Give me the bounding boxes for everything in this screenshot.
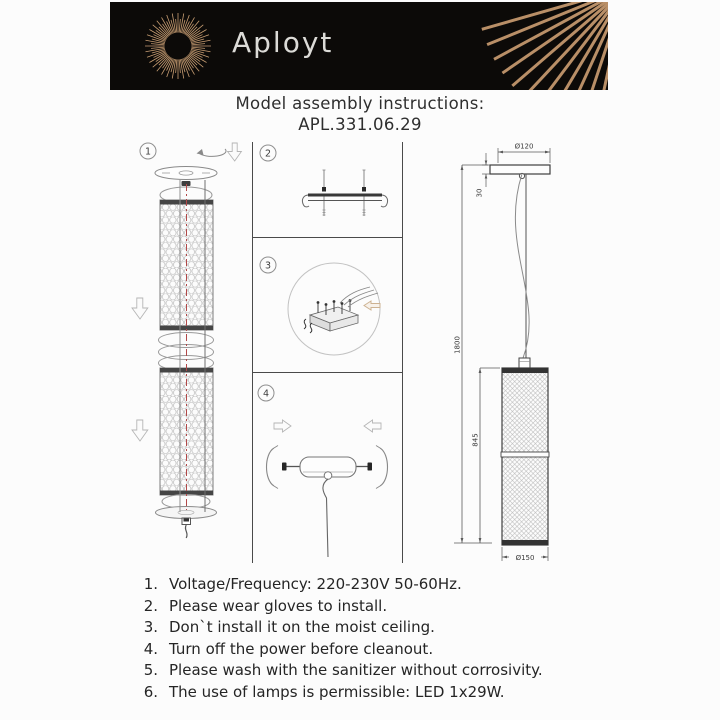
svg-text:845: 845 bbox=[471, 433, 480, 447]
dim-canopy-diameter bbox=[498, 143, 550, 164]
dim-shade-diameter bbox=[502, 547, 548, 562]
down-arrow-icon bbox=[228, 143, 242, 161]
svg-text:Ø150: Ø150 bbox=[515, 554, 535, 562]
item-text: Voltage/Frequency: 220-230V 50-60Hz. bbox=[169, 575, 462, 593]
item-text: Please wash with the sanitizer without corrosivity. bbox=[169, 661, 543, 680]
step-1-number: 1 bbox=[144, 146, 152, 158]
ceiling-plate bbox=[490, 165, 550, 174]
list-item bbox=[130, 682, 600, 704]
step-3-panel bbox=[252, 237, 402, 372]
step-2-panel bbox=[252, 140, 402, 237]
svg-text:Ø120: Ø120 bbox=[514, 142, 534, 151]
list-item bbox=[130, 617, 600, 639]
right-arrow-icon bbox=[274, 420, 291, 432]
down-arrow-icon bbox=[132, 420, 148, 441]
brand-name: Aployt bbox=[232, 26, 334, 59]
list-item bbox=[130, 596, 600, 618]
terminal-block bbox=[304, 287, 378, 333]
item-number: 2. bbox=[143, 596, 158, 615]
insert-arrow-icon bbox=[364, 301, 380, 310]
item-number: 4. bbox=[143, 639, 158, 658]
mounting-bracket bbox=[302, 194, 387, 207]
power-cord bbox=[515, 174, 529, 358]
item-text: The use of lamps is permissible: LED 1x29W. bbox=[169, 682, 505, 701]
bottom-plate bbox=[156, 507, 217, 519]
rotate-arrow-icon bbox=[197, 149, 227, 156]
item-text: Don`t install it on the moist ceiling. bbox=[169, 618, 435, 637]
canopy-screw-left bbox=[282, 463, 300, 471]
mounting-screw-right bbox=[362, 170, 366, 216]
step-1-panel bbox=[110, 140, 252, 565]
left-arrow-icon bbox=[364, 420, 381, 432]
dim-overall-height bbox=[454, 165, 493, 543]
list-item bbox=[130, 574, 600, 596]
item-number: 1. bbox=[143, 575, 158, 593]
canopy bbox=[300, 457, 356, 479]
lamp-neck bbox=[519, 358, 530, 368]
item-text: Turn off the power before cleanout. bbox=[169, 639, 434, 658]
step-2-number: 2 bbox=[264, 148, 272, 160]
list-item bbox=[130, 660, 600, 682]
brand-banner bbox=[110, 2, 608, 90]
item-number: 3. bbox=[143, 618, 158, 637]
step-4-number: 4 bbox=[262, 388, 270, 400]
step-3-number: 3 bbox=[264, 260, 272, 272]
svg-text:1800: 1800 bbox=[453, 336, 462, 354]
dimension-drawing bbox=[402, 140, 620, 570]
page-title: Model assembly instructions: bbox=[235, 94, 485, 113]
lamp-shade bbox=[501, 368, 549, 545]
model-number: APL.331.06.29 bbox=[298, 115, 422, 134]
list-item bbox=[130, 639, 600, 661]
pendant-wire bbox=[323, 479, 328, 557]
mounting-screw-left bbox=[322, 170, 326, 216]
instruction-list bbox=[130, 574, 600, 704]
starburst-center bbox=[165, 33, 192, 60]
svg-text:30: 30 bbox=[475, 188, 484, 198]
ray-fan-icon bbox=[482, 2, 608, 90]
item-number: 5. bbox=[143, 661, 158, 680]
dim-shade-height bbox=[472, 368, 501, 543]
dim-canopy-height bbox=[476, 153, 491, 197]
step-4-panel bbox=[252, 372, 402, 565]
down-arrow-icon bbox=[132, 298, 148, 319]
canopy-screw-right bbox=[354, 463, 372, 471]
banner-decorations bbox=[110, 2, 608, 90]
item-number: 6. bbox=[143, 682, 158, 701]
side-bracket-right bbox=[380, 448, 388, 486]
bottom-connector bbox=[182, 518, 191, 538]
side-bracket-left bbox=[267, 448, 275, 486]
item-text: Please wear gloves to install. bbox=[169, 596, 388, 615]
